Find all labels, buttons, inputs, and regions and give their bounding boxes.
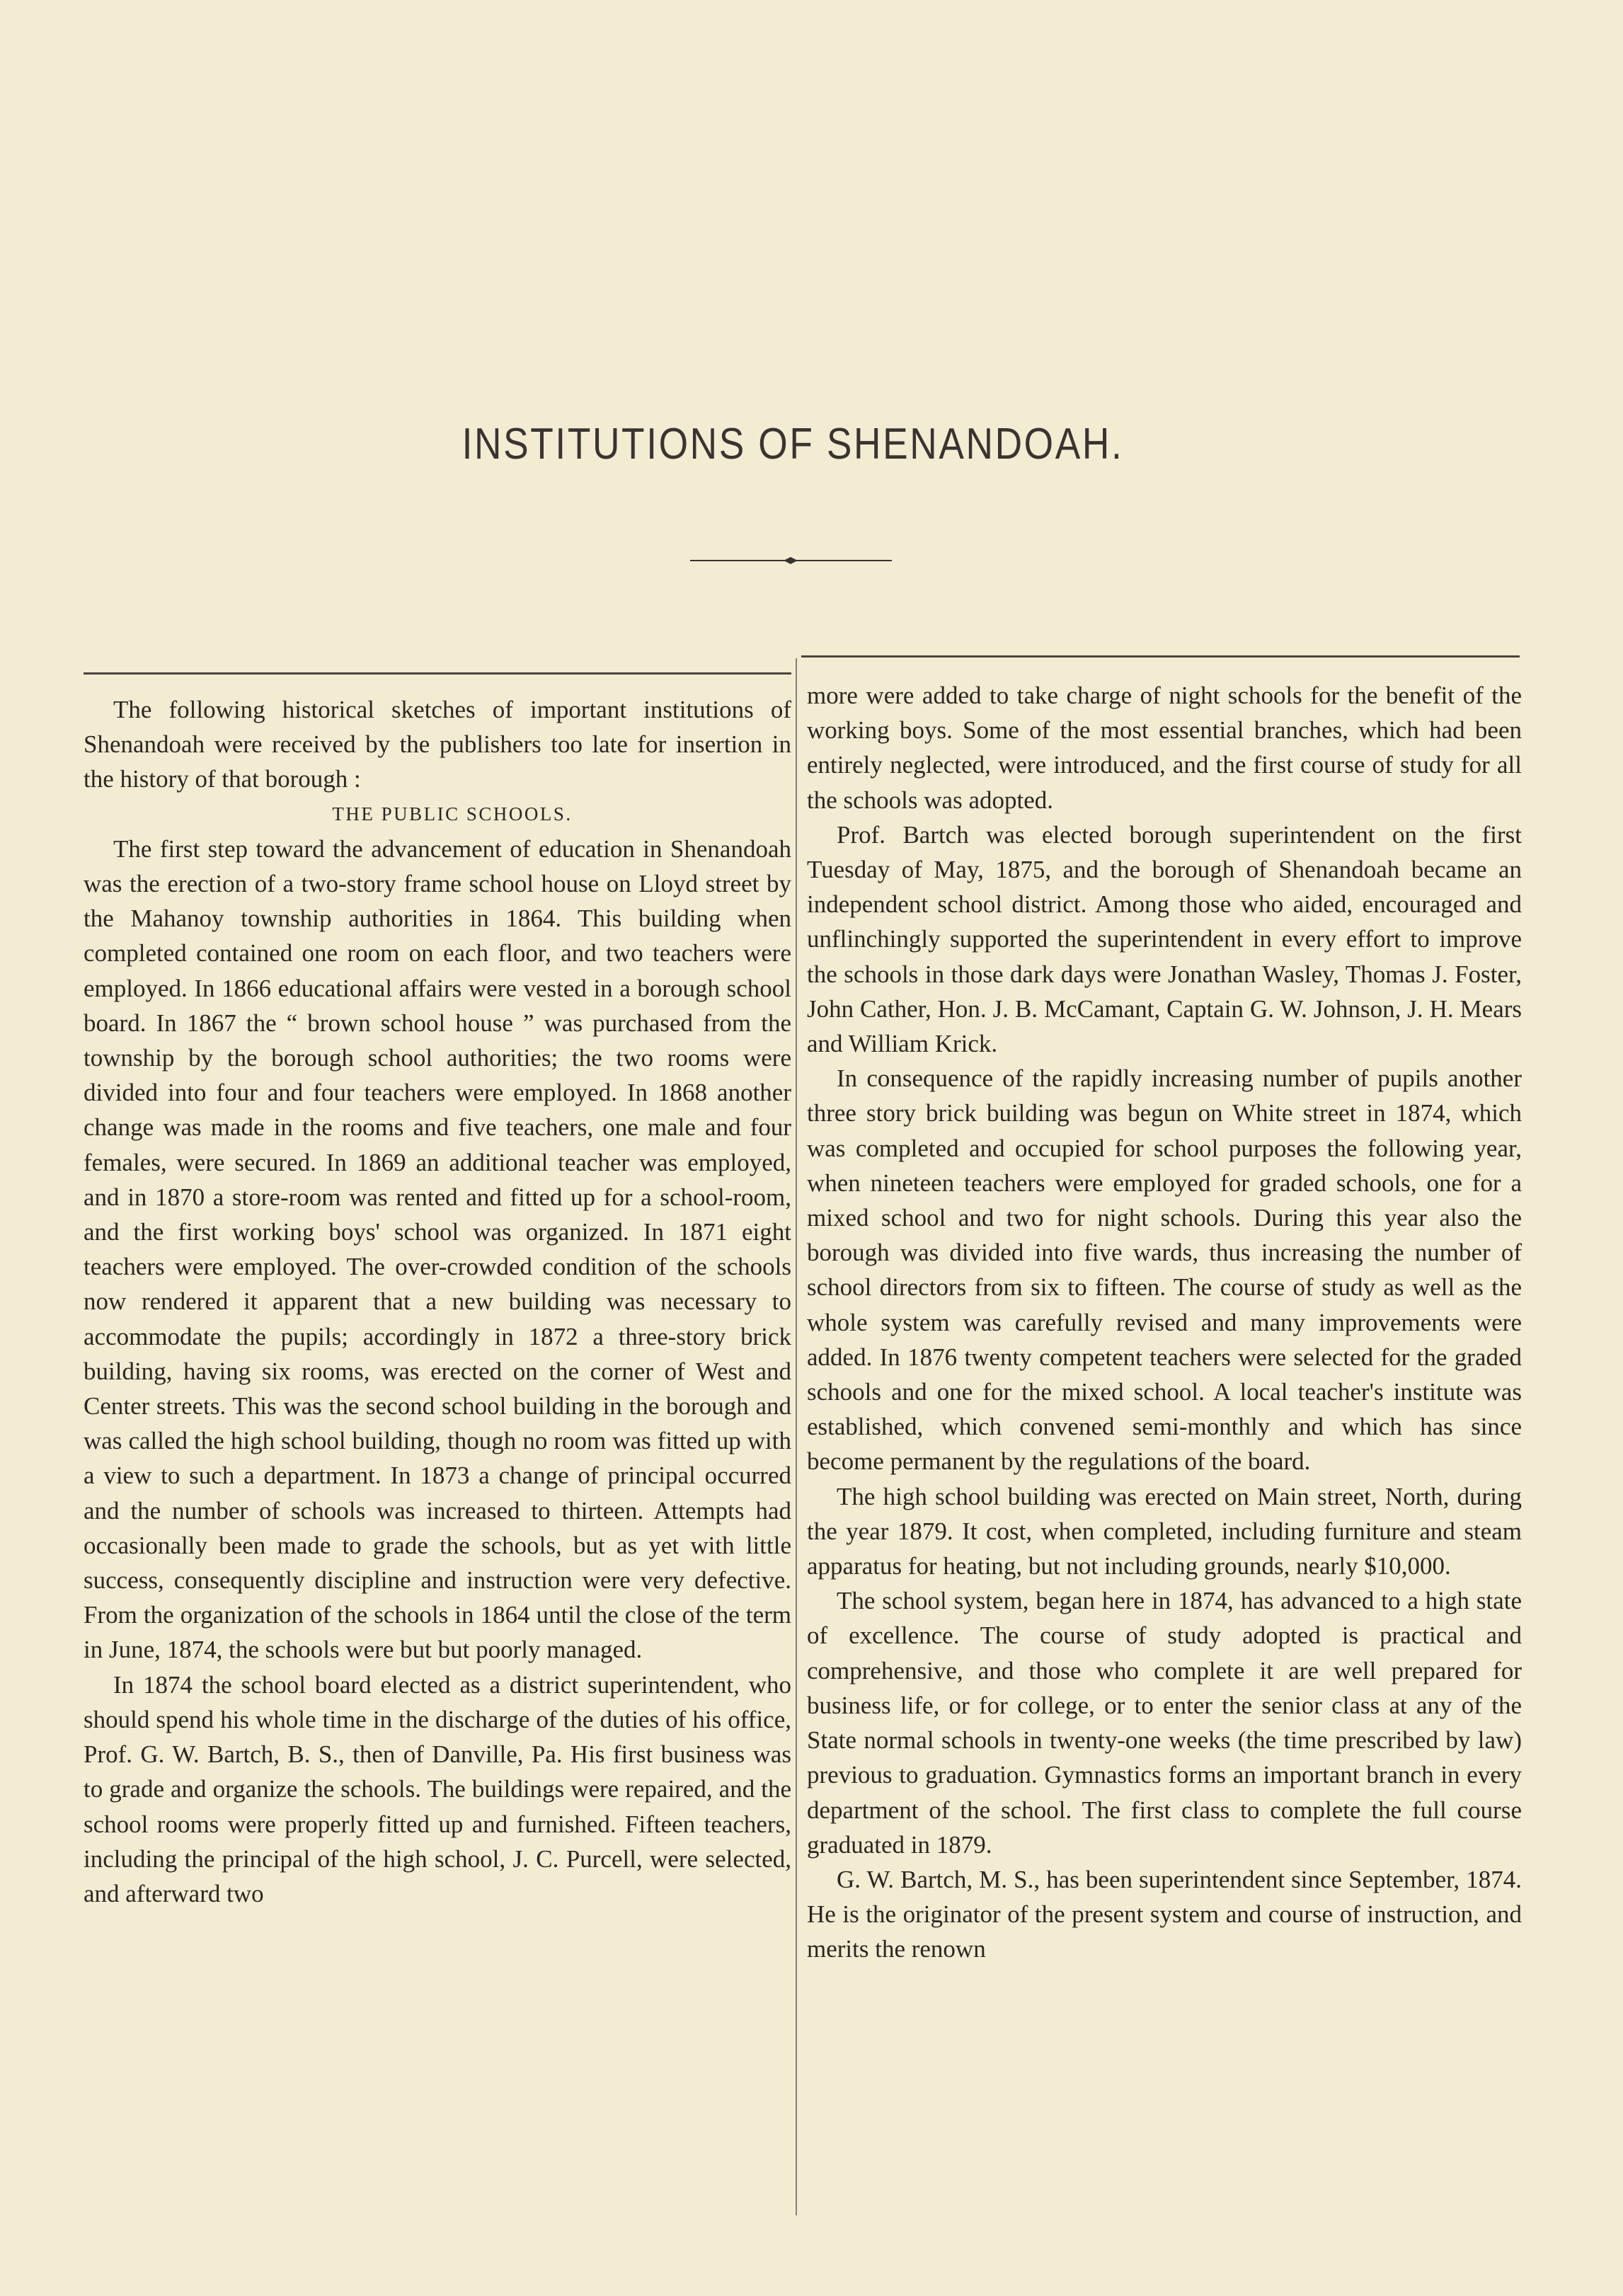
paragraph: The school system, began here in 1874, has advanced to a high state of excellence. The course of study adopted is practical and comprehensive, and those who complete it are well prepared for business life, or for college, or to enter the senior class at any of the State normal schools in twenty-one weeks (the time prescribed by law) previous to graduation. Gymnastics forms an important branch in every department of the school. The first class to complete the full course graduated in 1879. <box>807 1587 1522 1859</box>
page-title: INSTITUTIONS OF SHENANDOAH. <box>461 420 1124 469</box>
paragraph: Prof. Bartch was elected borough superintendent on the first Tuesday of May, 1875, and the borough of Shenandoah became an independent school district. Among those who aided, encouraged and unflinchingly supported the superintendent in every effort to improve the schools in those dark days were Jonathan Wasley, Thomas J. Foster, John Cather, Hon. J. B. McCamant, Captain G. W. Johnson, J. H. Mears and William Krick. <box>807 820 1522 1058</box>
left-column <box>84 692 791 1911</box>
paragraph: G. W. Bartch, M. S., has been superintendent since September, 1874. He is the originator of the present system and course of instruction, and merits the renown <box>807 1865 1522 1963</box>
right-column-rule <box>801 655 1520 658</box>
section-heading: THE PUBLIC SCHOOLS. <box>332 803 573 825</box>
right-column <box>807 678 1522 1967</box>
paragraph: In consequence of the rapidly increasing number of pupils another three story brick building was begun on White street in 1874, which was completed and occupied for school purposes the following year, when nineteen teachers were employed for graded schools, one for a mixed school and two for night schools. During this year also the borough was divided into five wards, thus increasing the number of school directors from six to fifteen. The course of study as well as the whole system was carefully revised and many improvements were added. In 1876 twenty competent teachers were selected for the graded schools and one for the mixed school. A local teacher's institute was established, which convened semi-monthly and which has since become permanent by the regulations of the board. <box>807 1064 1522 1476</box>
left-column-rule <box>84 672 791 675</box>
paragraph: more were added to take charge of night schools for the benefit of the working boys. Some of the most essential branches, which had been entirely neglected, were introduced, and the first course of study for all the schools was adopted. <box>807 682 1522 814</box>
title-ornament <box>690 552 892 569</box>
paragraph: The high school building was erected on Main street, North, during the year 1879. It cost, when completed, including furniture and steam apparatus for heating, but not including grounds, nearly $10,000. <box>807 1482 1522 1580</box>
column-divider <box>796 658 797 2215</box>
intro-paragraph: The following historical sketches of important institutions of Shenandoah were received by the publishers too late for insertion in the history of that borough : <box>84 696 791 793</box>
paragraph: The first step toward the advancement of education in Shenandoah was the erection of a two-story frame school house on Lloyd street by the Mahanoy township authorities in 1864. This building when completed contained one room on each floor, and two teachers were employed. In 1866 educational affairs were vested in a borough school board. In 1867 the “ brown school house ” was purchased from the township by the borough school authorities; the two rooms were divided into four and four teachers were employed. In 1868 another change was made in the rooms and five teachers, one male and four females, were secured. In 1869 an additional teacher was employed, and in 1870 a store-room was rented and fitted up for a school-room, and the first working boys' school was organized. In 1871 eight teachers were employed. The over-crowded condition of the schools now rendered it apparent that a new building was necessary to accommodate the pupils; accordingly in 1872 a three-story brick building, having six rooms, was erected on the corner of West and Center streets. This was the second school building in the borough and was called the high school building, though no room was fitted up with a view to such a department. In 1873 a change of principal occurred and the number of schools was increased to thirteen. Attempts had occasionally been made to grade the schools, but as yet with little success, consequently discipline and instruction were very defective. From the organization of the schools in 1864 until the close of the term in June, 1874, the schools were but but poorly managed. <box>84 834 791 1664</box>
paragraph: In 1874 the school board elected as a district superintendent, who should spend his whole time in the discharge of the duties of his office, Prof. G. W. Bartch, B. S., then of Danville, Pa. His first business was to grade and organize the schools. The buildings were repaired, and the school rooms were properly fitted up and furnished. Fifteen teachers, including the principal of the high school, J. C. Purcell, were selected, and afterward two <box>84 1670 791 1907</box>
